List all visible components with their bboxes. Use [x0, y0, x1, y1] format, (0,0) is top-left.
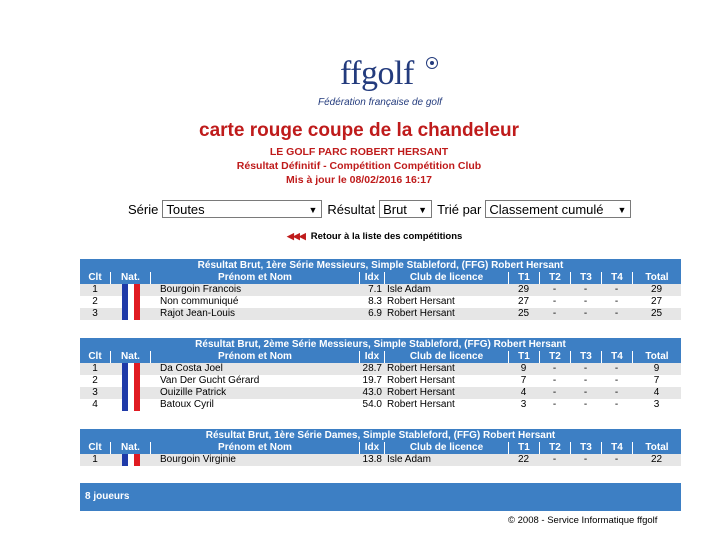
- tri-select[interactable]: [485, 200, 631, 218]
- france-flag-icon: [122, 387, 140, 399]
- dropdown-arrow-icon: ▼: [308, 205, 318, 215]
- cell-t4: -: [601, 284, 632, 296]
- cell-t1: 25: [508, 308, 539, 320]
- cell-idx: 13.8: [359, 454, 384, 466]
- cell-total: 4: [632, 387, 681, 399]
- cell-t1: 3: [508, 399, 539, 411]
- nationality-cell: [110, 284, 150, 296]
- cell-name: Ouizille Patrick: [150, 387, 359, 399]
- column-header: T3: [570, 351, 601, 363]
- france-flag-icon: [122, 284, 140, 296]
- cell-t4: -: [601, 363, 632, 375]
- column-header: T3: [570, 442, 601, 454]
- ffgolf-logo: [318, 55, 450, 110]
- cell-t1: 22: [508, 454, 539, 466]
- cell-club: Robert Hersant: [384, 387, 508, 399]
- table-header: [80, 442, 681, 454]
- logo-text: ffgolf: [340, 55, 414, 92]
- nationality-cell: [110, 375, 150, 387]
- table-header: [80, 351, 681, 363]
- cell-club: Isle Adam: [384, 454, 508, 466]
- column-header: T1: [508, 351, 539, 363]
- column-header: Prénom et Nom: [150, 272, 359, 284]
- tri-value: Classement cumulé: [489, 202, 604, 217]
- nationality-cell: [110, 387, 150, 399]
- cell-total: 22: [632, 454, 681, 466]
- cell-clt: 1: [80, 363, 110, 375]
- dropdown-arrow-icon: ▼: [617, 205, 627, 215]
- cell-t3: -: [570, 454, 601, 466]
- column-header: T1: [508, 442, 539, 454]
- cell-t1: 29: [508, 284, 539, 296]
- table-title: Résultat Brut, 1ère Série Dames, Simple Stableford, (FFG) Robert Hersant: [80, 429, 681, 442]
- cell-name: Da Costa Joel: [150, 363, 359, 375]
- cell-t4: -: [601, 454, 632, 466]
- nationality-cell: [110, 308, 150, 320]
- nationality-cell: [110, 399, 150, 411]
- table-row: [80, 296, 681, 308]
- results-table: [80, 259, 681, 320]
- cell-name: Bourgoin Virginie: [150, 454, 359, 466]
- cell-club: Robert Hersant: [384, 375, 508, 387]
- column-header: T3: [570, 272, 601, 284]
- cell-idx: 54.0: [359, 399, 384, 411]
- column-header: Clt: [80, 351, 110, 363]
- copyright: © 2008 - Service Informatique ffgolf: [508, 515, 658, 526]
- cell-t3: -: [570, 399, 601, 411]
- table-header: [80, 272, 681, 284]
- column-header: Idx: [359, 442, 384, 454]
- result-status: Résultat Définitif - Compétition Compétition Club: [236, 160, 482, 172]
- column-header: Club de licence: [384, 442, 508, 454]
- cell-t4: -: [601, 399, 632, 411]
- cell-t2: -: [539, 387, 570, 399]
- serie-select[interactable]: [162, 200, 322, 218]
- cell-club: Robert Hersant: [384, 308, 508, 320]
- tri-label: Trié par: [437, 201, 482, 217]
- column-header: Total: [632, 272, 681, 284]
- column-header: T4: [601, 442, 632, 454]
- column-header: Idx: [359, 351, 384, 363]
- france-flag-icon: [122, 363, 140, 375]
- cell-t3: -: [570, 387, 601, 399]
- cell-t2: -: [539, 284, 570, 296]
- cell-idx: 6.9: [359, 308, 384, 320]
- cell-t3: -: [570, 296, 601, 308]
- france-flag-icon: [122, 454, 140, 466]
- resultat-value: Brut: [383, 202, 407, 217]
- cell-total: 27: [632, 296, 681, 308]
- cell-name: Non communiqué: [150, 296, 359, 308]
- logo-mark-icon: [426, 57, 438, 69]
- results-table: [80, 429, 681, 466]
- table-row: [80, 399, 681, 411]
- club-name: LE GOLF PARC ROBERT HERSANT: [269, 146, 449, 158]
- players-count-bar: [80, 483, 681, 511]
- cell-club: Robert Hersant: [384, 363, 508, 375]
- column-header: Prénom et Nom: [150, 442, 359, 454]
- table-title: Résultat Brut, 1ère Série Messieurs, Simple Stableford, (FFG) Robert Hersant: [80, 259, 681, 272]
- cell-t4: -: [601, 296, 632, 308]
- cell-clt: 4: [80, 399, 110, 411]
- table-title: Résultat Brut, 2ème Série Messieurs, Simple Stableford, (FFG) Robert Hersant: [80, 338, 681, 351]
- cell-t3: -: [570, 308, 601, 320]
- players-count: 8 joueurs: [85, 491, 130, 502]
- filter-bar: [128, 199, 636, 219]
- cell-name: Batoux Cyril: [150, 399, 359, 411]
- cell-t2: -: [539, 296, 570, 308]
- cell-t1: 4: [508, 387, 539, 399]
- serie-value: Toutes: [166, 202, 205, 217]
- cell-t4: -: [601, 387, 632, 399]
- france-flag-icon: [122, 375, 140, 387]
- column-header: T1: [508, 272, 539, 284]
- cell-clt: 3: [80, 308, 110, 320]
- back-link-label: Retour à la liste des compétitions: [310, 231, 463, 242]
- cell-total: 25: [632, 308, 681, 320]
- table-row: [80, 308, 681, 320]
- cell-club: Robert Hersant: [384, 296, 508, 308]
- cell-idx: 7.1: [359, 284, 384, 296]
- column-header: Total: [632, 442, 681, 454]
- cell-t1: 9: [508, 363, 539, 375]
- cell-clt: 2: [80, 296, 110, 308]
- column-header: T4: [601, 272, 632, 284]
- resultat-label: Résultat: [327, 201, 376, 217]
- cell-t2: -: [539, 399, 570, 411]
- cell-t1: 7: [508, 375, 539, 387]
- column-header: T4: [601, 351, 632, 363]
- column-header: T2: [539, 272, 570, 284]
- cell-total: 9: [632, 363, 681, 375]
- cell-t4: -: [601, 375, 632, 387]
- cell-club: Isle Adam: [384, 284, 508, 296]
- column-header: Idx: [359, 272, 384, 284]
- column-header: Prénom et Nom: [150, 351, 359, 363]
- back-arrows-icon: ◀◀◀: [287, 231, 305, 241]
- cell-clt: 1: [80, 284, 110, 296]
- table-row: [80, 387, 681, 399]
- cell-clt: 1: [80, 454, 110, 466]
- column-header: Nat.: [110, 351, 150, 363]
- update-time: Mis à jour le 08/02/2016 16:17: [286, 174, 432, 186]
- cell-idx: 8.3: [359, 296, 384, 308]
- cell-idx: 28.7: [359, 363, 384, 375]
- cell-total: 7: [632, 375, 681, 387]
- results-table: [80, 338, 681, 411]
- table-row: [80, 375, 681, 387]
- cell-idx: 19.7: [359, 375, 384, 387]
- column-header: T2: [539, 351, 570, 363]
- cell-clt: 3: [80, 387, 110, 399]
- cell-name: Bourgoin Francois: [150, 284, 359, 296]
- column-header: T2: [539, 442, 570, 454]
- france-flag-icon: [122, 399, 140, 411]
- serie-label: Série: [128, 201, 159, 217]
- france-flag-icon: [122, 308, 140, 320]
- cell-name: Rajot Jean-Louis: [150, 308, 359, 320]
- cell-club: Robert Hersant: [384, 399, 508, 411]
- column-header: Club de licence: [384, 351, 508, 363]
- cell-total: 3: [632, 399, 681, 411]
- table-row: [80, 454, 681, 466]
- resultat-select[interactable]: [379, 200, 432, 218]
- nationality-cell: [110, 363, 150, 375]
- cell-idx: 43.0: [359, 387, 384, 399]
- column-header: Nat.: [110, 442, 150, 454]
- column-header: Total: [632, 351, 681, 363]
- cell-total: 29: [632, 284, 681, 296]
- logo-subtitle: Fédération française de golf: [318, 97, 442, 108]
- cell-t1: 27: [508, 296, 539, 308]
- nationality-cell: [110, 454, 150, 466]
- cell-name: Van Der Gucht Gérard: [150, 375, 359, 387]
- column-header: Clt: [80, 442, 110, 454]
- competition-title: carte rouge coupe de la chandeleur: [199, 120, 519, 141]
- column-header: Clt: [80, 272, 110, 284]
- cell-t4: -: [601, 308, 632, 320]
- cell-t2: -: [539, 375, 570, 387]
- table-row: [80, 363, 681, 375]
- cell-t2: -: [539, 454, 570, 466]
- column-header: Club de licence: [384, 272, 508, 284]
- column-header: Nat.: [110, 272, 150, 284]
- cell-clt: 2: [80, 375, 110, 387]
- cell-t2: -: [539, 363, 570, 375]
- cell-t3: -: [570, 363, 601, 375]
- france-flag-icon: [122, 296, 140, 308]
- cell-t2: -: [539, 308, 570, 320]
- cell-t3: -: [570, 375, 601, 387]
- table-row: [80, 284, 681, 296]
- back-to-competitions-link[interactable]: [287, 231, 462, 242]
- dropdown-arrow-icon: ▼: [418, 205, 428, 215]
- cell-t3: -: [570, 284, 601, 296]
- nationality-cell: [110, 296, 150, 308]
